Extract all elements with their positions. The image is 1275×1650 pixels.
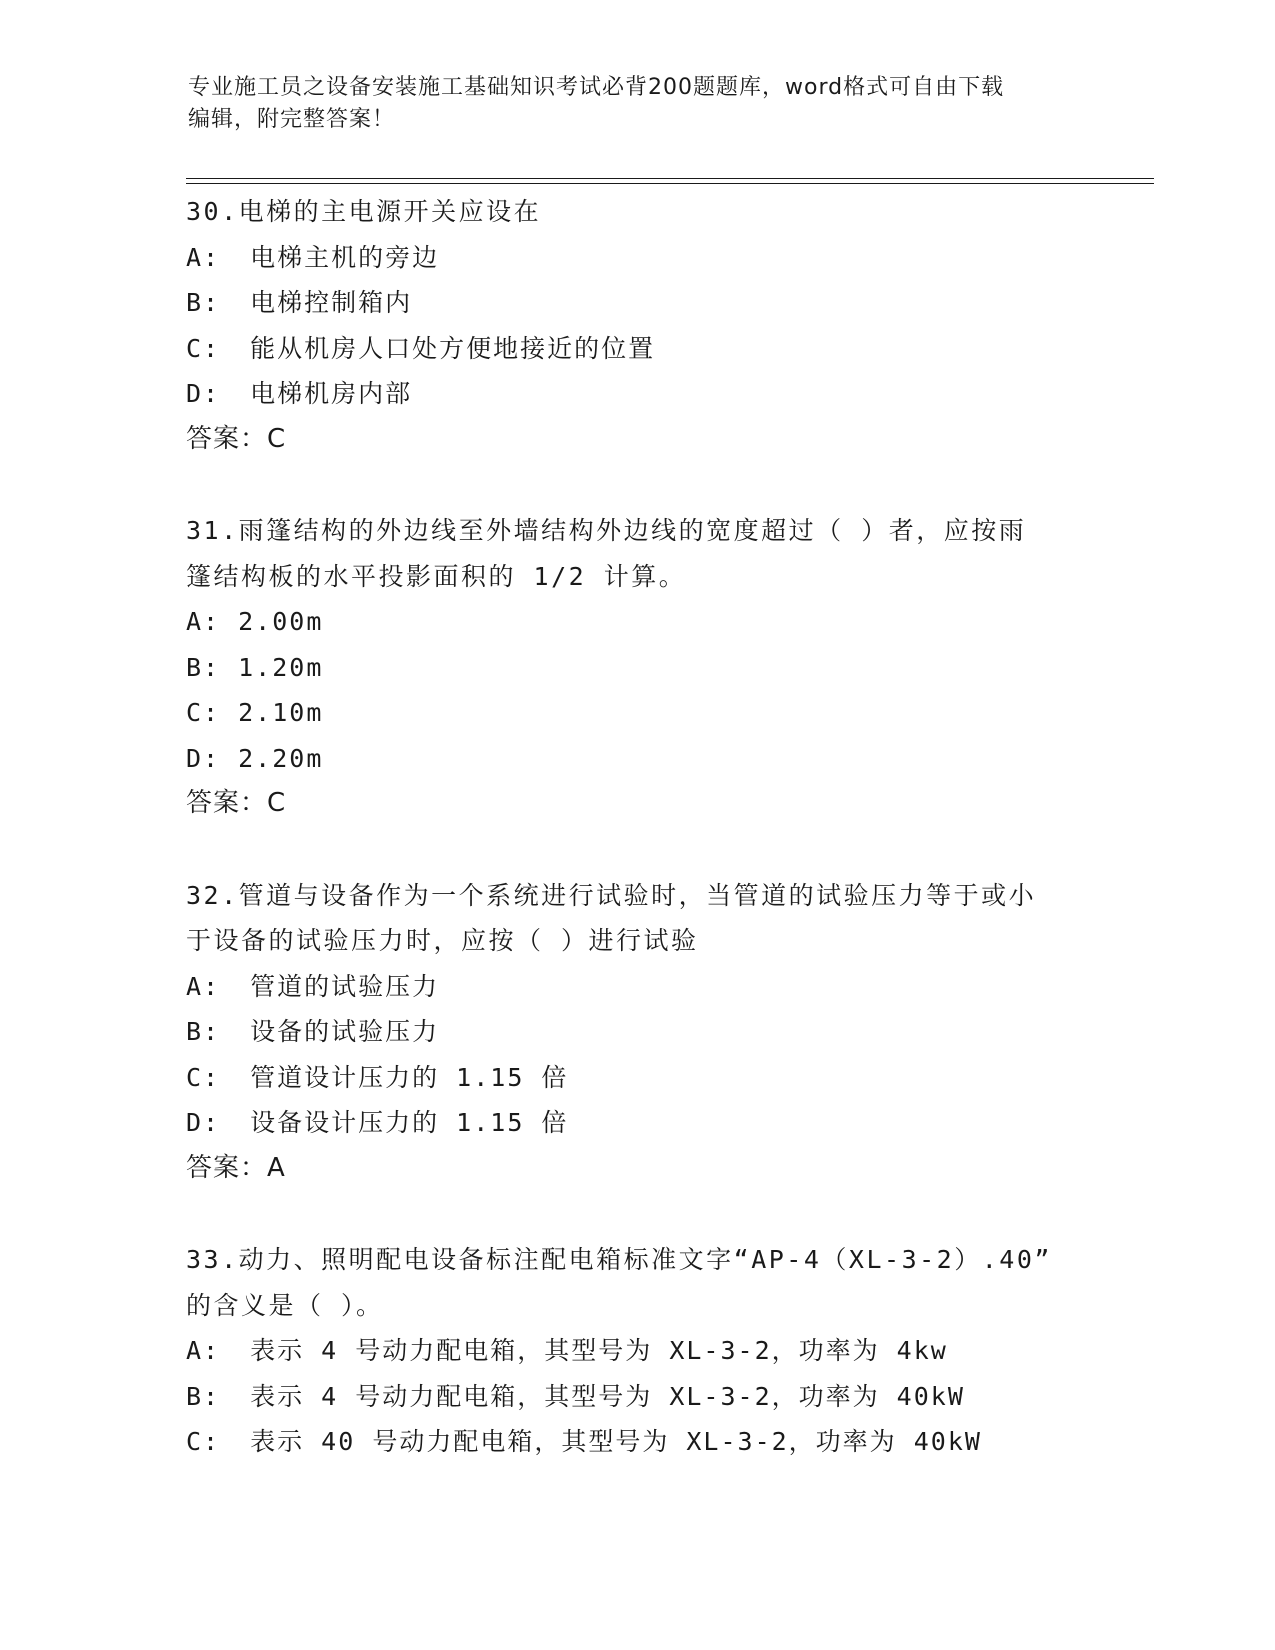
option-b bbox=[186, 645, 1086, 691]
option-letter: B: bbox=[186, 288, 221, 317]
option-letter: A: bbox=[186, 1336, 221, 1365]
option-letter: C: bbox=[186, 333, 221, 363]
option-text: 2.00m bbox=[238, 607, 324, 636]
option-letter: A: bbox=[186, 242, 221, 272]
question-32 bbox=[186, 873, 1086, 1192]
option-text: 电梯控制箱内 bbox=[250, 288, 413, 317]
option-text: 电梯主机的旁边 bbox=[250, 242, 440, 272]
option-b bbox=[186, 1009, 1086, 1055]
answer-line: 答案：C bbox=[186, 423, 287, 454]
option-letter: C: bbox=[186, 1427, 221, 1456]
option-letter: B: bbox=[186, 1381, 221, 1411]
option-letter: B: bbox=[186, 652, 221, 682]
question-stem: 30.电梯的主电源开关应设在 bbox=[186, 197, 542, 226]
option-letter: D: bbox=[186, 743, 221, 773]
option-text: 表示 40 号动力配电箱，其型号为 XL-3-2，功率为 40kW bbox=[250, 1427, 982, 1456]
question-stem-continued: 的含义是（ ）。 bbox=[186, 1290, 384, 1320]
option-b bbox=[186, 280, 1086, 326]
header-divider-top bbox=[186, 178, 1154, 179]
option-letter: A: bbox=[186, 971, 221, 1001]
option-d bbox=[186, 371, 1086, 417]
header-line-1: 专业施工员之设备安装施工基础知识考试必背200题题库，word格式可自由下载 bbox=[188, 75, 1005, 100]
option-text: 表示 4 号动力配电箱，其型号为 XL-3-2，功率为 40kW bbox=[250, 1381, 965, 1411]
option-c bbox=[186, 1419, 1086, 1465]
option-text: 2.20m bbox=[238, 743, 324, 773]
option-letter: B: bbox=[186, 1017, 221, 1046]
option-letter: C: bbox=[186, 698, 221, 727]
option-text: 设备设计压力的 1.15 倍 bbox=[250, 1108, 569, 1137]
option-text: 电梯机房内部 bbox=[250, 379, 413, 408]
question-list bbox=[186, 189, 1086, 1465]
document-header bbox=[188, 72, 1088, 136]
option-text: 1.20m bbox=[238, 652, 324, 682]
option-text: 管道设计压力的 1.15 倍 bbox=[250, 1062, 569, 1092]
question-stem: 31.雨篷结构的外边线至外墙结构外边线的宽度超过（ ）者，应按雨 bbox=[186, 516, 1027, 545]
header-divider-bottom bbox=[186, 183, 1154, 184]
question-stem: 33.动力、照明配电设备标注配电箱标准文字“AP-4（XL-3-2）.40” bbox=[186, 1245, 1052, 1274]
option-text: 能从机房人口处方便地接近的位置 bbox=[250, 333, 656, 363]
question-33 bbox=[186, 1237, 1086, 1465]
option-a bbox=[186, 235, 1086, 281]
question-stem: 32.管道与设备作为一个系统进行试验时，当管道的试验压力等于或小 bbox=[186, 880, 1037, 910]
option-letter: A: bbox=[186, 607, 221, 636]
option-text: 管道的试验压力 bbox=[250, 971, 440, 1001]
question-stem-continued: 篷结构板的水平投影面积的 1/2 计算。 bbox=[186, 561, 687, 591]
option-letter: D: bbox=[186, 379, 221, 408]
option-c bbox=[186, 1055, 1086, 1101]
option-b bbox=[186, 1374, 1086, 1420]
option-text: 2.10m bbox=[238, 698, 324, 727]
option-letter: D: bbox=[186, 1108, 221, 1137]
option-a bbox=[186, 964, 1086, 1010]
header-line-2: 编辑，附完整答案！ bbox=[188, 107, 396, 132]
option-text: 表示 4 号动力配电箱，其型号为 XL-3-2，功率为 4kw bbox=[250, 1336, 948, 1365]
option-d bbox=[186, 736, 1086, 782]
question-stem-continued: 于设备的试验压力时，应按（ ）进行试验 bbox=[186, 926, 699, 955]
option-a bbox=[186, 1328, 1086, 1374]
question-31 bbox=[186, 508, 1086, 827]
option-letter: C: bbox=[186, 1062, 221, 1092]
option-c bbox=[186, 690, 1086, 736]
question-30 bbox=[186, 189, 1086, 462]
option-d bbox=[186, 1100, 1086, 1146]
option-c bbox=[186, 326, 1086, 372]
answer-line: 答案：C bbox=[186, 788, 287, 818]
answer-line: 答案：A bbox=[186, 1152, 286, 1183]
option-a bbox=[186, 599, 1086, 645]
option-text: 设备的试验压力 bbox=[250, 1017, 440, 1046]
